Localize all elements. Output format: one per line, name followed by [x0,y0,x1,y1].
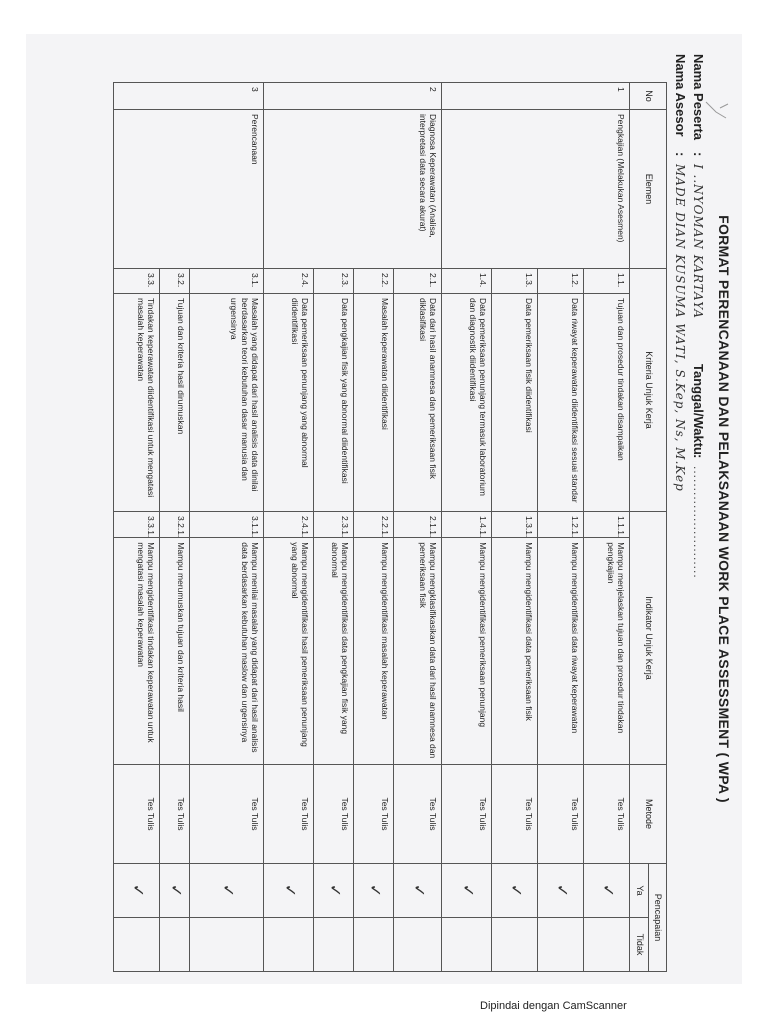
col-pencapaian: Pencapaian [648,864,666,972]
col-no: No [630,83,667,110]
kuk-text: Data dari hasil anamnesa dan pemeriksaan fisik diklasifikasi [394,294,442,512]
metode-value: Tes Tulis [354,765,394,864]
col-ya: Ya [630,864,648,918]
ya-check: ✓ [160,864,190,918]
kuk-text: Data pemeriksaan fisik diidentifikasi [492,294,538,512]
kuk-text: Masalah keperawatan diidentifikasi [354,294,394,512]
iuk-text: Mampu mengklasifikasikan data dari hasil anamnesa dan pemeriksaan fisik [394,538,442,765]
metode-value: Tes Tulis [442,765,492,864]
kuk-number: 1.2. [538,269,584,294]
kuk-text: Tindakan keperawatan diidentifikasi untuk mengatasi masalah keperawatan [114,294,160,512]
ya-check: ✓ [492,864,538,918]
row-no: 3 [114,83,264,110]
document-title: FORMAT PERENCANAAN DAN PELAKSANAAN WORK PLACE ASSESSMENT ( WPA ) [716,215,732,803]
kuk-text: Tujuan dan prosedur tindakan disampaikan [584,294,630,512]
kuk-text: Masalah yang didapat dari hasil analisis data dinilai berdasarkan teori kebutuhan dasar manusia dan urgensinya [190,294,264,512]
metode-value: Tes Tulis [160,765,190,864]
kuk-text: Data pemeriksaan penunjang yang abnormal diidentifikasi [264,294,314,512]
metode-value: Tes Tulis [584,765,630,864]
scanned-page [26,34,742,984]
iuk-number: 1.4.1. [442,512,492,538]
metode-value: Tes Tulis [394,765,442,864]
ya-check: ✓ [190,864,264,918]
tidak-check [538,918,584,972]
col-indikator: Indikator Unjuk Kerja [630,512,667,765]
iuk-number: 2.4.1. [264,512,314,538]
iuk-text: Mampu menilai masalah yang didapat dari hasil analisis data berdasarkan kebutuhan maslow dan urgensinya [190,538,264,765]
col-kriteria: Kriteria Unjuk Kerja [630,269,667,512]
tidak-check [160,918,190,972]
peserta-colon: : [691,152,706,157]
metode-value: Tes Tulis [114,765,160,864]
tidak-check [264,918,314,972]
kuk-text: Data pengkajian fisik yang abnormal diidentifikasi [314,294,354,512]
peserta-value: I ..NYOMAN KARTAYA [691,164,705,319]
kuk-number: 3.3. [114,269,160,294]
iuk-text: Mampu mengidentifikasi tindakan keperawatan untuk mengatasi masalah keperawatan [114,538,160,765]
metode-value: Tes Tulis [264,765,314,864]
iuk-number: 3.3.1. [114,512,160,538]
iuk-number: 3.1.1. [190,512,264,538]
iuk-text: Mampu mengidentifikasi data pengkajian fisik yang abnormal [314,538,354,765]
col-tidak: Tidak [630,918,648,972]
tidak-check [492,918,538,972]
ya-check: ✓ [264,864,314,918]
assessment-table [114,82,668,972]
tanggal-colon: : [691,454,706,459]
row-no: 1 [442,83,630,110]
col-metode: Metode [630,765,667,864]
metode-value: Tes Tulis [492,765,538,864]
iuk-text: Mampu mengidentifikasi masalah keperawatan [354,538,394,765]
row-no: 2 [264,83,442,110]
tidak-check [114,918,160,972]
tidak-check [584,918,630,972]
ya-check: ✓ [538,864,584,918]
kuk-number: 1.1. [584,269,630,294]
ya-check: ✓ [354,864,394,918]
tidak-check [314,918,354,972]
metode-value: Tes Tulis [314,765,354,864]
kuk-text: Tujuan dan kriteria hasil dirumuskan [160,294,190,512]
iuk-number: 1.3.1. [492,512,538,538]
iuk-text: Mampu mengidentifikasi hasil pemeriksaan penunjang yang abnormal [264,538,314,765]
asesor-label: Nama Asesor [673,54,688,137]
iuk-number: 2.1.1. [394,512,442,538]
peserta-label: Nama Peserta [691,54,706,140]
asesor-value: MADE DIAN KUSUMA WATI, S.Kep, Ns, M.Kep [673,164,687,492]
ya-check: ✓ [442,864,492,918]
kuk-number: 2.3. [314,269,354,294]
kuk-number: 2.2. [354,269,394,294]
scanner-footer: Dipindai dengan CamScanner [480,1000,627,1012]
asesor-colon: : [673,152,688,157]
kuk-number: 1.4. [442,269,492,294]
rotated-document [26,34,742,984]
row-elemen: Perencanaan [114,110,264,269]
ya-check: ✓ [314,864,354,918]
row-elemen: Diagnosa Keperawatan (Analisa, interpretasi data secara akurat) [264,110,442,269]
iuk-number: 1.1.1. [584,512,630,538]
col-elemen: Elemen [630,110,667,269]
kuk-number: 2.1. [394,269,442,294]
ya-check: ✓ [114,864,160,918]
kuk-number: 2.4. [264,269,314,294]
kuk-text: Data riwayat keperawatan diidentifikasi sesuai standar [538,294,584,512]
table-row [394,83,442,972]
metode-value: Tes Tulis [190,765,264,864]
tidak-check [442,918,492,972]
table-row [190,83,264,972]
table-row [584,83,630,972]
kuk-number: 3.1. [190,269,264,294]
iuk-text: Mampu mengidentifikasi pemeriksaan penunjang [442,538,492,765]
iuk-text: Mampu mengidentifikasi data pemeriksaan fisik [492,538,538,765]
tidak-check [190,918,264,972]
tidak-check [394,918,442,972]
tidak-check [354,918,394,972]
tanggal-value: .......................... [691,466,705,579]
kuk-text: Data pemeriksaan penunjang termasuk laboratorium dan diagnostik diidentifikasi [442,294,492,512]
row-elemen: Pengkajian (Melakukan Asesmen) [442,110,630,269]
iuk-text: Mampu merumuskan tujuan dan kriteria hasil [160,538,190,765]
iuk-number: 1.2.1. [538,512,584,538]
kuk-number: 1.3. [492,269,538,294]
metode-value: Tes Tulis [538,765,584,864]
iuk-number: 3.2.1. [160,512,190,538]
ya-check: ✓ [394,864,442,918]
kuk-number: 3.2. [160,269,190,294]
iuk-text: Mampu menjelaskan tujuan dan prosedur tindakan pengkajian [584,538,630,765]
ya-check: ✓ [584,864,630,918]
iuk-number: 2.2.1. [354,512,394,538]
tanggal-label: Tanggal/Waktu [691,364,706,455]
iuk-text: Mampu mengidentifikasi data riwayat keperawatan [538,538,584,765]
iuk-number: 2.3.1. [314,512,354,538]
